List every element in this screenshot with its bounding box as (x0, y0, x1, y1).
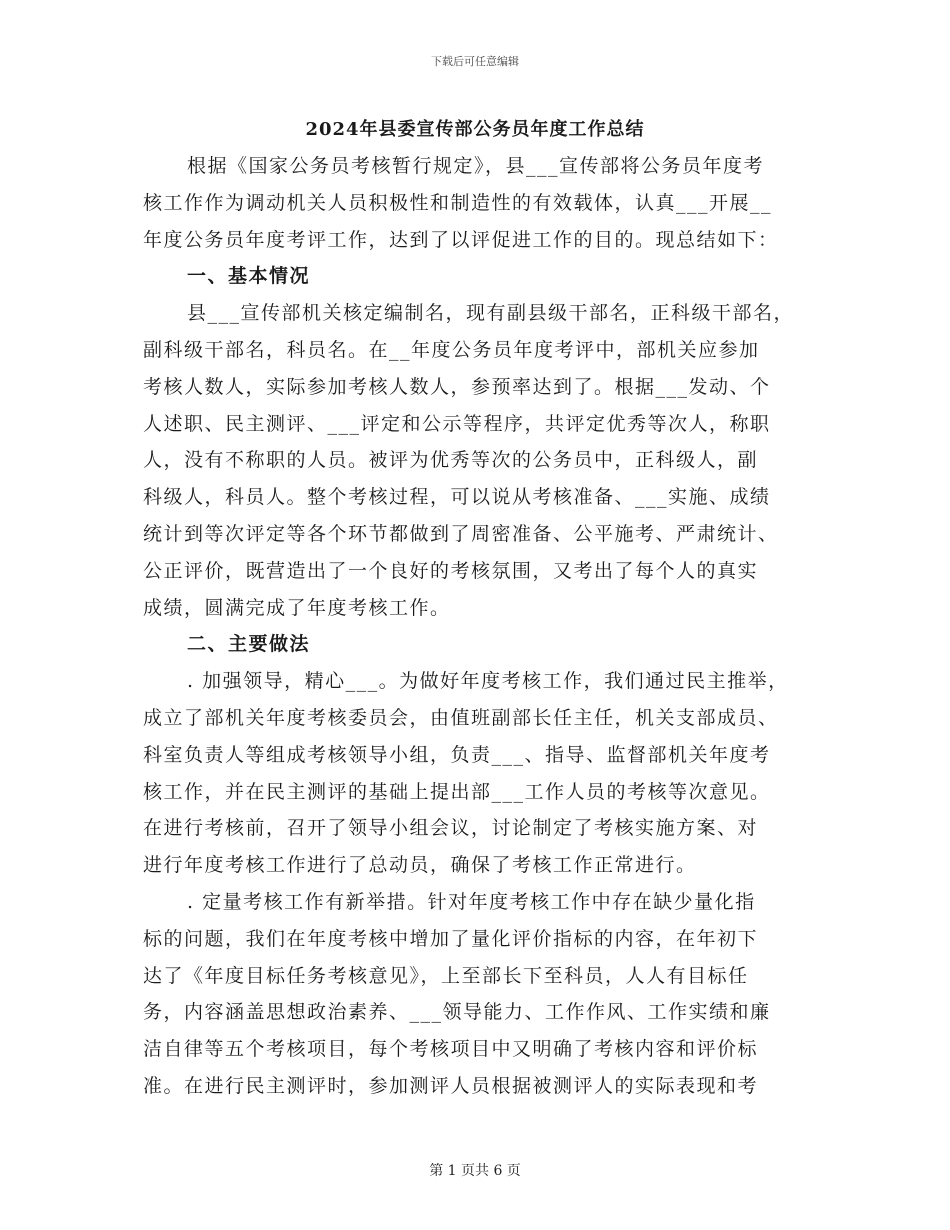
text-line: 成立了部机关年度考核委员会，由值班副部长任主任，机关支部成员、 (143, 706, 779, 729)
text-line: 副科级干部名，科员名。在__年度公务员年度考评中，部机关应参加 (143, 338, 760, 361)
text-line: 年度公务员年度考评工作，达到了以评促进工作的目的。现总结如下： (143, 228, 779, 251)
text-line: 人述职、民主测评、___评定和公示等程序，共评定优秀等次人，称职 (143, 412, 771, 435)
text-line: 标的问题，我们在年度考核中增加了量化评价指标的内容，在年初下 (143, 927, 759, 950)
text-line: 科室负责人等组成考核领导小组，负责___、指导、监督部机关年度考 (143, 743, 771, 766)
text-line: 洁自律等五个考核项目，每个考核项目中又明确了考核内容和评价标 (143, 1038, 759, 1061)
text-line: 公正评价，既营造出了一个良好的考核氛围，又考出了每个人的真实 (143, 559, 759, 582)
text-line: 根据《国家公务员考核暂行规定》，县___宣传部将公务员年度考 (187, 155, 765, 177)
text-line: 考核人数人，实际参加考核人数人，参预率达到了。根据___发动、个 (143, 375, 771, 398)
text-line: 人，没有不称职的人员。被评为优秀等次的公务员中，正科级人，副 (143, 449, 759, 472)
text-line: 准。在进行民主测评时，参加测评人员根据被测评人的实际表现和考 (143, 1074, 759, 1097)
text-line: 科级人，科员人。整个考核过程，可以说从考核准备、___实施、成绩 (143, 486, 771, 509)
text-line: 达了《年度目标任务考核意见》，上至部长下至科员，人人有目标任 (143, 964, 749, 987)
text-line: 在进行考核前，召开了领导小组会议，讨论制定了考核实施方案、对 (143, 817, 759, 840)
text-line: 核工作作为调动机关人员积极性和制造性的有效载体，认真___开展__ (143, 191, 773, 214)
text-line: 核工作，并在民主测评的基础上提出部___工作人员的考核等次意见。 (143, 780, 771, 803)
page-header: 下载后可任意编辑 (431, 55, 519, 68)
section-heading: 二、主要做法 (187, 633, 311, 656)
text-line: 县___宣传部机关核定编制名，现有副县级干部名，正科级干部名， (187, 302, 795, 325)
document-body (143, 148, 823, 1105)
section-heading: 一、基本情况 (187, 265, 311, 288)
page-footer: 第 1 页共 6 页 (429, 1163, 521, 1179)
text-line: . 定量考核工作有新举措。针对年度考核工作中存在缺少量化指 (187, 890, 756, 913)
text-line: 务，内容涵盖思想政治素养、___领导能力、工作作风、工作实绩和廉 (143, 1001, 771, 1024)
text-line: . 加强领导，精心___。为做好年度考核工作，我们通过民主推举， (187, 670, 789, 693)
text-line: 成绩，圆满完成了年度考核工作。 (143, 596, 451, 619)
text-line: 统计到等次评定等各个环节都做到了周密准备、公平施考、严肃统计、 (143, 522, 779, 545)
document-title: 2024年县委宣传部公务员年度工作总结 (305, 119, 645, 140)
text-line: 进行年度考核工作进行了总动员，确保了考核工作正常进行。 (143, 854, 697, 877)
